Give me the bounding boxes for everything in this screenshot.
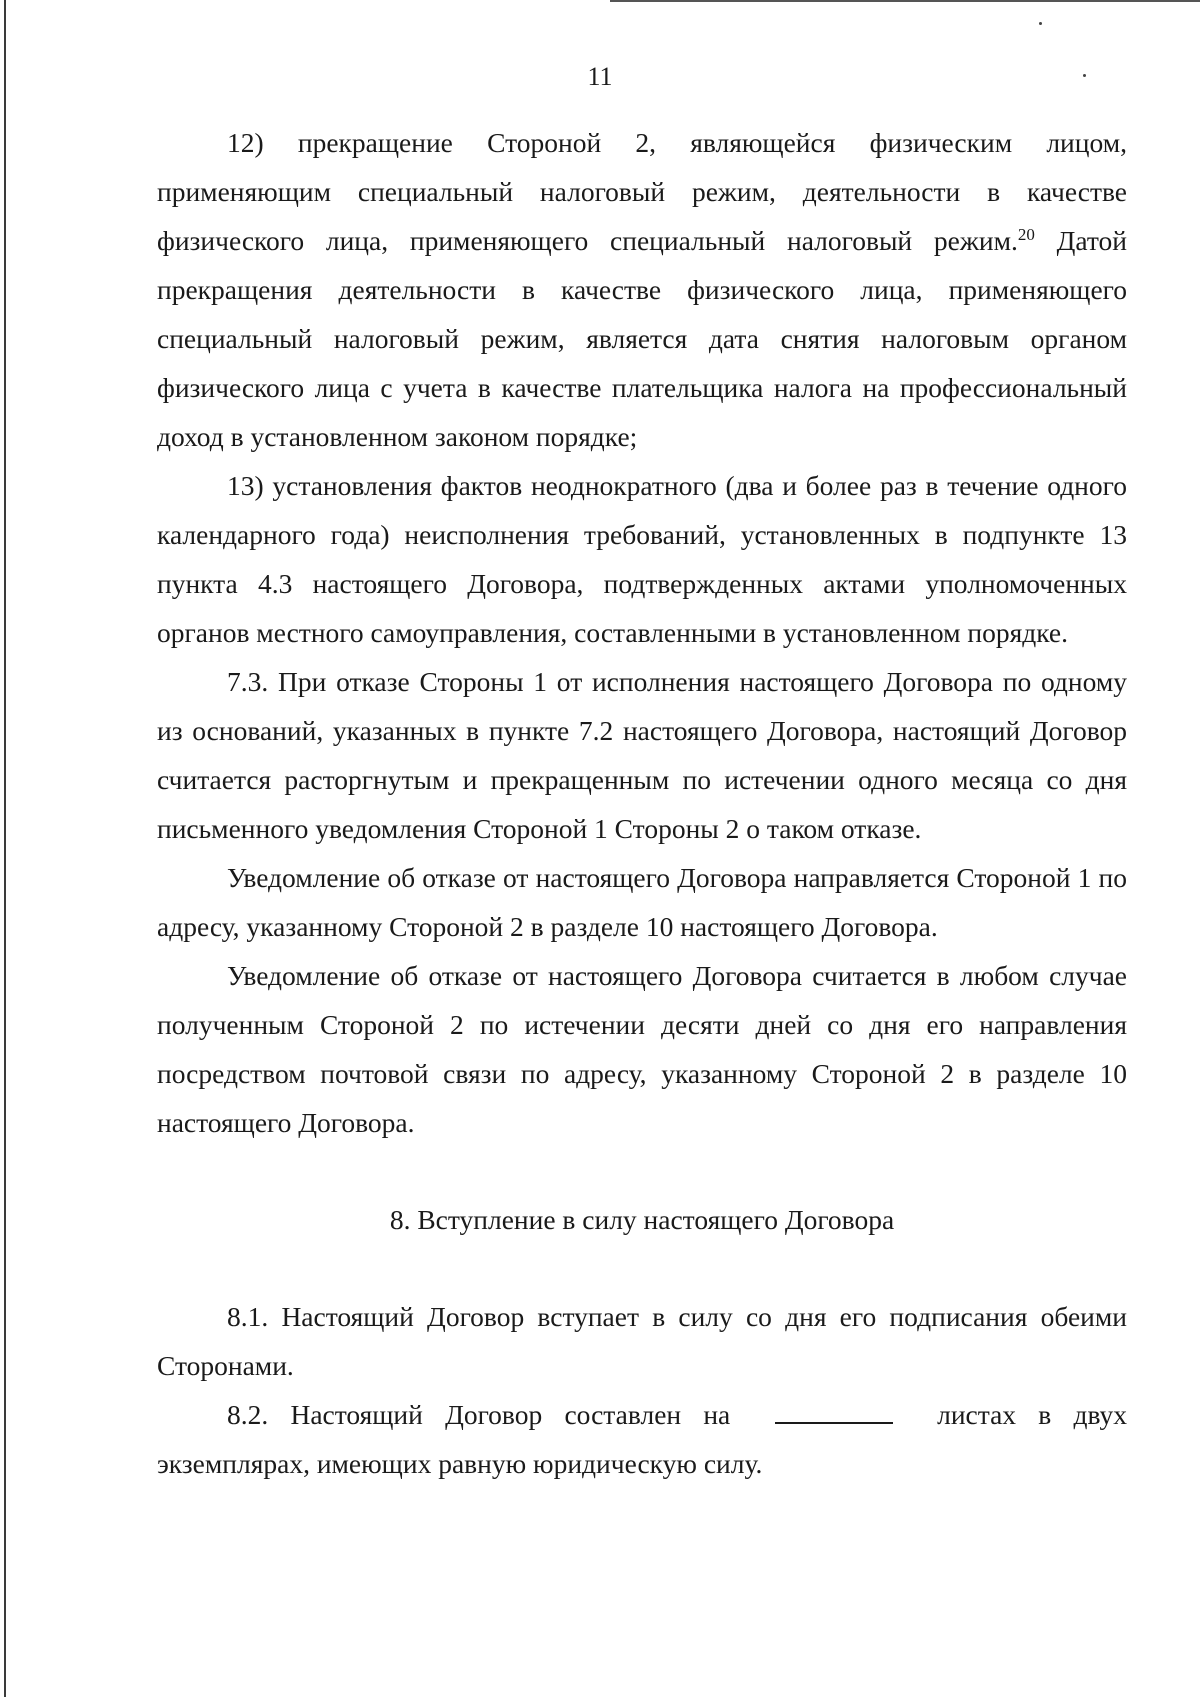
paragraph-item-12 bbox=[157, 118, 1127, 461]
paragraph-notice-received: Уведомление об отказе от настоящего Договора считается в любом случае полученным Стороной 2 по истечении десяти дней со дня его направления посредством почтовой связи по адресу, указанному Стороной 2 в разделе 10 настоящего Договора. bbox=[157, 960, 1127, 1138]
paragraph-8-2 bbox=[157, 1390, 1127, 1488]
scan-edge-left bbox=[4, 0, 6, 1697]
paragraph-8-2-text: 8.2. Настоящий Договор составлен на bbox=[227, 1399, 731, 1430]
section-8-heading: 8. Вступление в силу настоящего Договора bbox=[389, 1204, 895, 1235]
document-body bbox=[157, 118, 1127, 1488]
sheet-count-blank bbox=[775, 1400, 893, 1424]
paragraph-item-13: 13) установления фактов неоднократного (два и более раз в течение одного календарного года) неисполнения требований, установленных в подпункте 13 пункта 4.3 настоящего Договора, подтвержденных актами уполномоченных органов местного самоуправления, составленными в установленном порядке. bbox=[157, 470, 1127, 648]
paragraph-7-3: 7.3. При отказе Стороны 1 от исполнения настоящего Договора по одному из оснований, указанных в пункте 7.2 настоящего Договора, настоящий Договор считается расторгнутым и прекращенным по истечении одного месяца со дня письменного уведомления Стороной 1 Стороны 2 о таком отказе. bbox=[157, 666, 1127, 844]
paragraph-item-12-text: 12) прекращение Стороной 2, являющейся физическим лицом, применяющим специальный налоговый режим, деятельности в качестве физического лица, применяющего специальный налоговый режим. bbox=[157, 127, 1127, 256]
page-number: 11 bbox=[587, 62, 613, 91]
paragraph-8-1: 8.1. Настоящий Договор вступает в силу со дня его подписания обеими Сторонами. bbox=[157, 1301, 1127, 1381]
paragraph-8-2-continuation: листах в двух экземплярах, имеющих равную юридическую силу. bbox=[157, 1399, 1127, 1479]
scan-speck bbox=[1083, 74, 1086, 77]
footnote-ref: 20 bbox=[1017, 224, 1035, 244]
paragraph-item-12-continuation: Датой прекращения деятельности в качестве физического лица, применяющего специальный налоговый режим, является дата снятия налоговым органом физического лица с учета в качестве плательщика налога на профессиональный доход в установленном законом порядке; bbox=[157, 225, 1128, 452]
scan-speck bbox=[1039, 22, 1042, 25]
paragraph-notice-sending: Уведомление об отказе от настоящего Договора направляется Стороной 1 по адресу, указанному Стороной 2 в разделе 10 настоящего Договора. bbox=[157, 862, 1127, 942]
scan-edge-top bbox=[610, 0, 1200, 2]
